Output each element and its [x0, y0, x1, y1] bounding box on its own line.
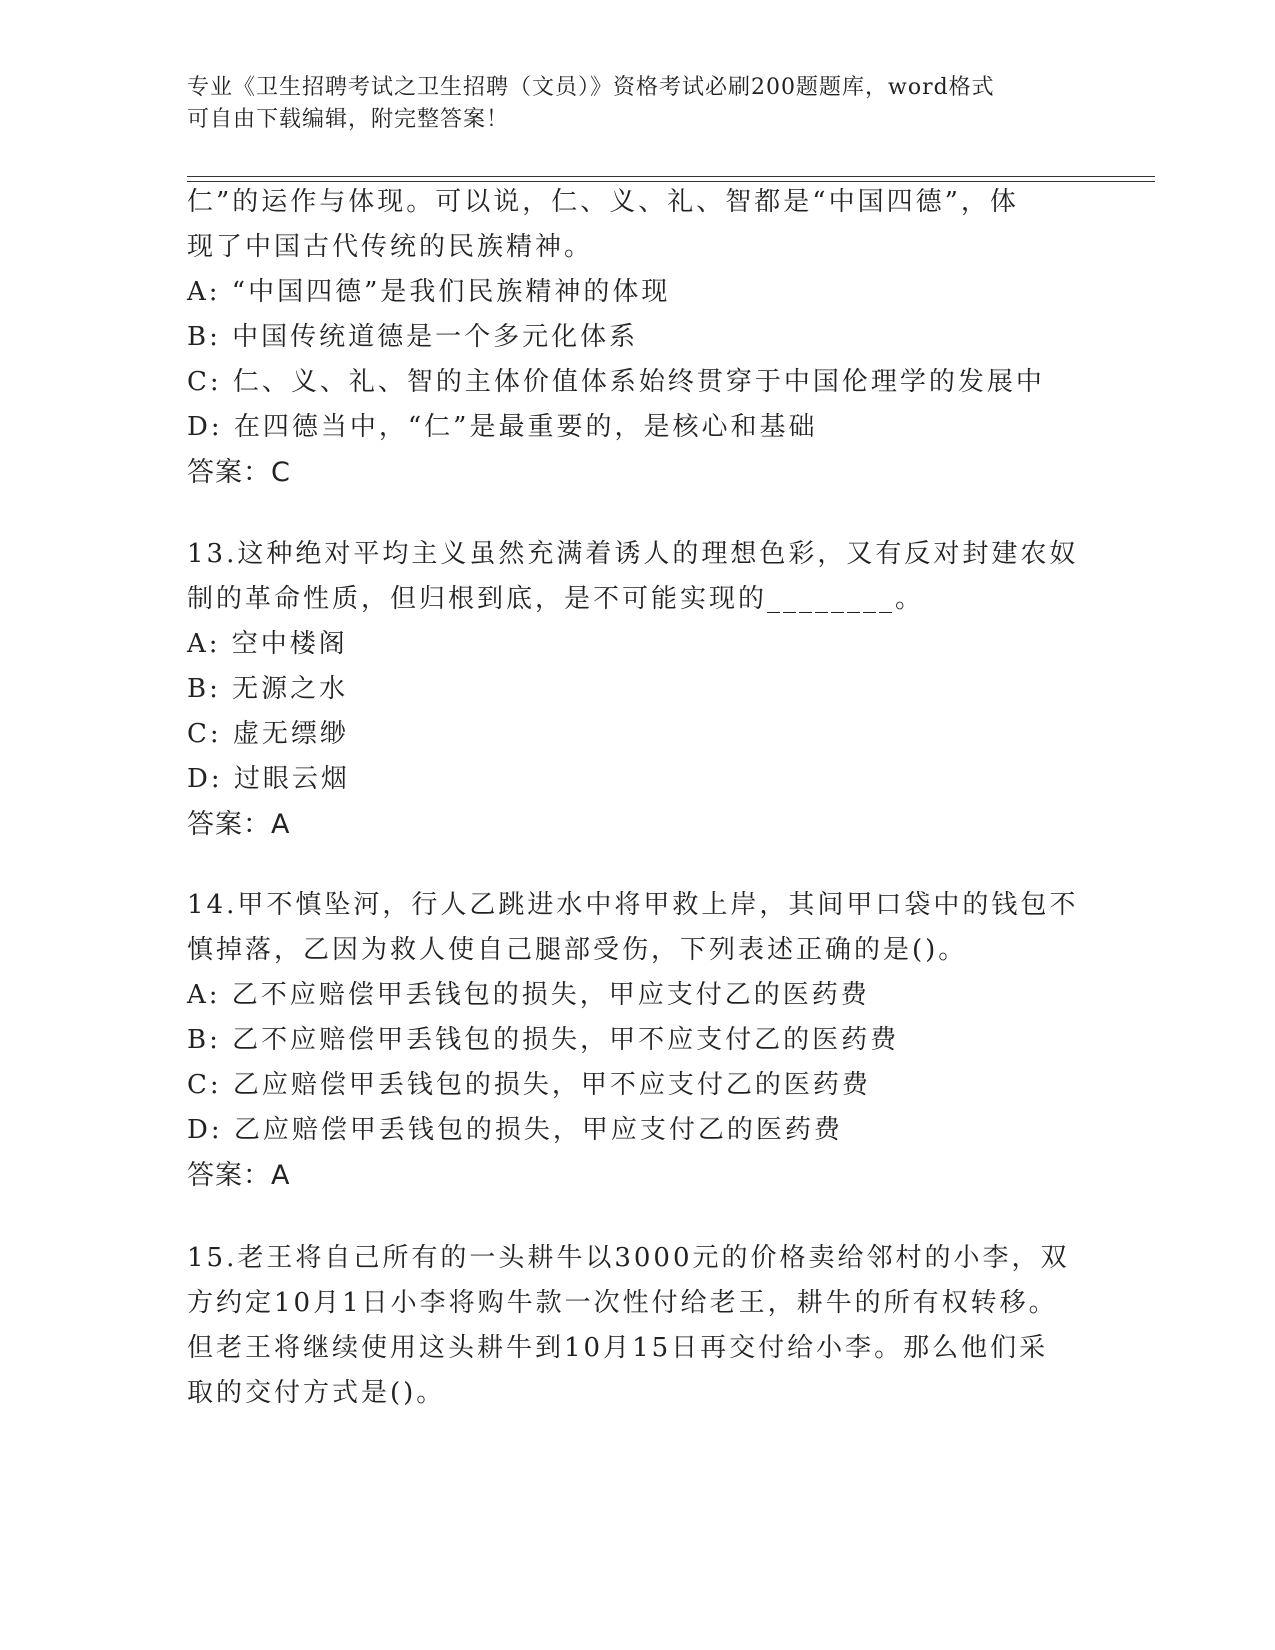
- question-13: [187, 532, 1087, 847]
- option-c: C: 虚无缥缈: [187, 719, 349, 749]
- question-text-line: 现了中国古代传统的民族精神。: [187, 232, 594, 262]
- question-14: [187, 883, 1087, 1198]
- question-text-line: 仁”的运作与体现。可以说，仁、义、礼、智都是“中国四德”，体: [187, 187, 1019, 217]
- question-text-line: 慎掉落，乙因为救人使自己腿部受伤，下列表述正确的是()。: [187, 935, 968, 965]
- question-text-line: 但老王将继续使用这头耕牛到10月15日再交付给小李。那么他们采: [187, 1333, 1049, 1363]
- question-15: [187, 1236, 1087, 1416]
- question-text-line: 制的革命性质，但归根到底，是不可能实现的________。: [187, 584, 925, 614]
- option-b: B: 无源之水: [187, 674, 349, 704]
- header-line-1: 专业《卫生招聘考试之卫生招聘（文员）》资格考试必刷200题题库，word格式: [187, 75, 995, 100]
- question-text-line: 13.这种绝对平均主义虽然充满着诱人的理想色彩，又有反对封建农奴: [187, 539, 1079, 569]
- option-d: D: 乙应赔偿甲丢钱包的损失，甲应支付乙的医药费: [187, 1115, 843, 1145]
- question-text-line: 15.老王将自己所有的一头耕牛以3000元的价格卖给邻村的小李，双: [187, 1243, 1070, 1273]
- option-c: C: 乙应赔偿甲丢钱包的损失，甲不应支付乙的医药费: [187, 1070, 871, 1100]
- option-a: A: 乙不应赔偿甲丢钱包的损失，甲应支付乙的医药费: [187, 980, 870, 1010]
- option-d: D: 在四德当中，“仁”是最重要的，是核心和基础: [187, 412, 818, 442]
- option-a: A: “中国四德”是我们民族精神的体现: [187, 277, 671, 307]
- header-line-2: 可自由下载编辑，附完整答案！: [187, 107, 510, 132]
- header-divider-top: [187, 176, 1155, 177]
- question-text-line: 方约定10月1日小李将购牛款一次性付给老王，耕牛的所有权转移。: [187, 1288, 1058, 1318]
- answer-label: 答案：A: [187, 809, 291, 840]
- question-12-continuation: [187, 180, 1087, 495]
- option-a: A: 空中楼阁: [187, 629, 348, 659]
- option-b: B: 乙不应赔偿甲丢钱包的损失，甲不应支付乙的医药费: [187, 1025, 900, 1055]
- answer-label: 答案：A: [187, 1160, 291, 1191]
- question-text-line: 取的交付方式是()。: [187, 1378, 446, 1408]
- option-d: D: 过眼云烟: [187, 764, 350, 794]
- question-text-line: 14.甲不慎坠河，行人乙跳进水中将甲救上岸，其间甲口袋中的钱包不: [187, 890, 1079, 920]
- option-b: B: 中国传统道德是一个多元化体系: [187, 322, 639, 352]
- answer-label: 答案：C: [187, 457, 291, 488]
- option-c: C: 仁、义、礼、智的主体价值体系始终贯穿于中国伦理学的发展中: [187, 367, 1045, 397]
- page-header: [187, 72, 1087, 136]
